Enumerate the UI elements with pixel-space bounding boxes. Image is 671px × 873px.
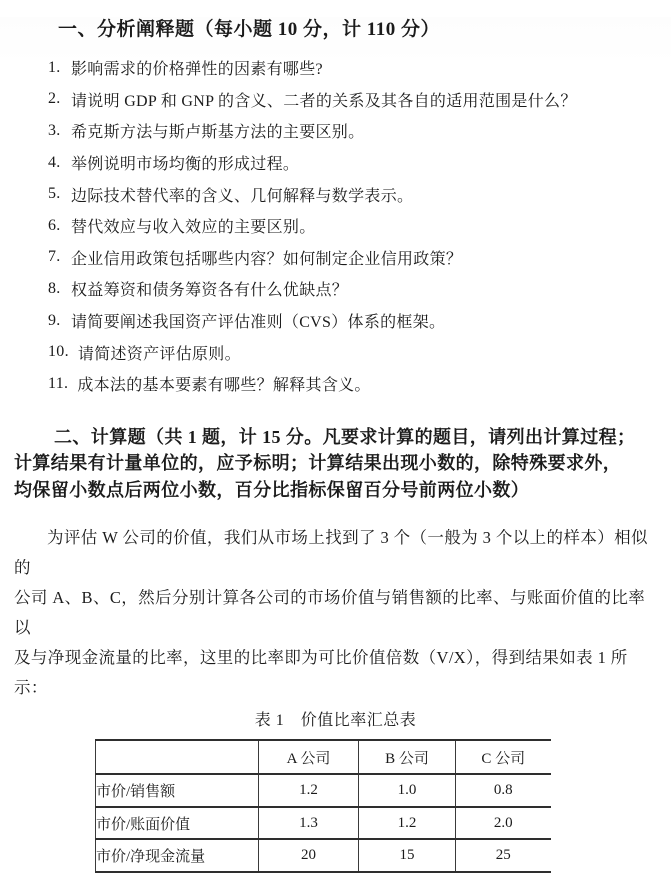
question-text: 请简述资产评估原则。 <box>77 345 241 363</box>
table-cell: 1.2 <box>259 774 359 807</box>
question-item-2 <box>48 84 671 116</box>
table-row <box>96 839 551 872</box>
question-item-10 <box>48 336 671 368</box>
question-text: 影响需求的价格弹性的因素有哪些? <box>71 61 323 79</box>
question-number: 4. <box>48 153 61 171</box>
question-number: 10. <box>48 343 69 361</box>
question-item-9 <box>48 305 671 337</box>
table-cell: 2.0 <box>456 807 551 840</box>
table-cell: 0.8 <box>456 774 551 807</box>
row-label-price-book: 市价/账面价值 <box>96 807 259 840</box>
table-cell: 15 <box>359 839 456 872</box>
section2-heading-line: 二、计算题（共 1 题，计 15 分。凡要求计算的题目，请列出计算过程； <box>54 426 636 447</box>
paragraph-line: 公司 A、B、C，然后分别计算各公司的市场价值与销售额的比率、与账面价值的比率以 <box>14 588 646 638</box>
question-item-6 <box>48 210 671 242</box>
section2-heading-line: 均保留小数点后两位小数，百分比指标保留百分号前两位小数） <box>14 479 530 500</box>
question-number: 8. <box>48 279 61 297</box>
table-cell: 1.0 <box>359 774 456 807</box>
section1-question-list <box>48 52 671 400</box>
table-cell: 20 <box>259 839 359 872</box>
question-number: 3. <box>48 121 61 139</box>
question-item-1 <box>48 52 671 84</box>
section2-problem-paragraph <box>14 523 659 703</box>
section1-heading: 一、分析阐释题（每小题 10 分，计 110 分） <box>58 19 440 40</box>
question-number: 5. <box>48 185 61 203</box>
question-text: 边际技术替代率的含义、几何解释与数学表示。 <box>71 187 414 205</box>
question-item-3 <box>48 115 671 147</box>
table-corner-cell <box>96 740 259 774</box>
question-text: 企业信用政策包括哪些内容？如何制定企业信用政策？ <box>71 250 463 268</box>
question-text: 请简要阐述我国资产评估准则（CVS）体系的框架。 <box>71 314 446 332</box>
question-text: 成本法的基本要素有哪些？解释其含义。 <box>77 377 371 395</box>
table-cell: 1.2 <box>359 807 456 840</box>
table-cell: 1.3 <box>259 807 359 840</box>
question-number: 6. <box>48 216 61 234</box>
question-item-4 <box>48 147 671 179</box>
question-number: 9. <box>48 311 61 329</box>
table-cell: 25 <box>456 839 551 872</box>
row-label-price-sales: 市价/销售额 <box>96 774 259 807</box>
question-text: 替代效应与收入效应的主要区别。 <box>71 219 316 237</box>
section2-heading-line: 计算结果有计量单位的，应予标明；计算结果出现小数的，除特殊要求外， <box>14 453 622 474</box>
paragraph-line: 及与净现金流量的比率，这里的比率即为可比价值倍数（V/X），得到结果如表 1 所示： <box>14 648 628 698</box>
table-header-company-b: B 公司 <box>359 740 456 774</box>
section2-heading <box>14 424 659 504</box>
table-caption: 表 1 价值比率汇总表 <box>254 712 417 730</box>
question-text: 权益筹资和债务筹资各有什么优缺点？ <box>71 282 349 300</box>
question-text: 希克斯方法与斯卢斯基方法的主要区别。 <box>71 124 365 142</box>
question-text: 举例说明市场均衡的形成过程。 <box>71 156 300 174</box>
paragraph-line: 为评估 W 公司的价值，我们从市场上找到了 3 个（一般为 3 个以上的样本）相似的 <box>14 528 648 578</box>
question-item-8 <box>48 273 671 305</box>
table-row <box>96 807 551 840</box>
question-item-11 <box>48 368 671 400</box>
table-header-row <box>96 740 551 774</box>
value-ratio-table <box>95 739 551 873</box>
question-item-7 <box>48 242 671 274</box>
table-header-company-a: A 公司 <box>259 740 359 774</box>
table-header-company-c: C 公司 <box>456 740 551 774</box>
question-text: 请说明 GDP 和 GNP 的含义、二者的关系及其各自的适用范围是什么？ <box>71 92 577 110</box>
row-label-price-cashflow: 市价/净现金流量 <box>96 839 259 872</box>
question-number: 7. <box>48 248 61 266</box>
question-item-5 <box>48 178 671 210</box>
exam-page <box>0 17 671 866</box>
question-number: 11. <box>48 374 69 392</box>
question-number: 1. <box>48 58 61 76</box>
question-number: 2. <box>48 90 61 108</box>
table-row <box>96 774 551 807</box>
